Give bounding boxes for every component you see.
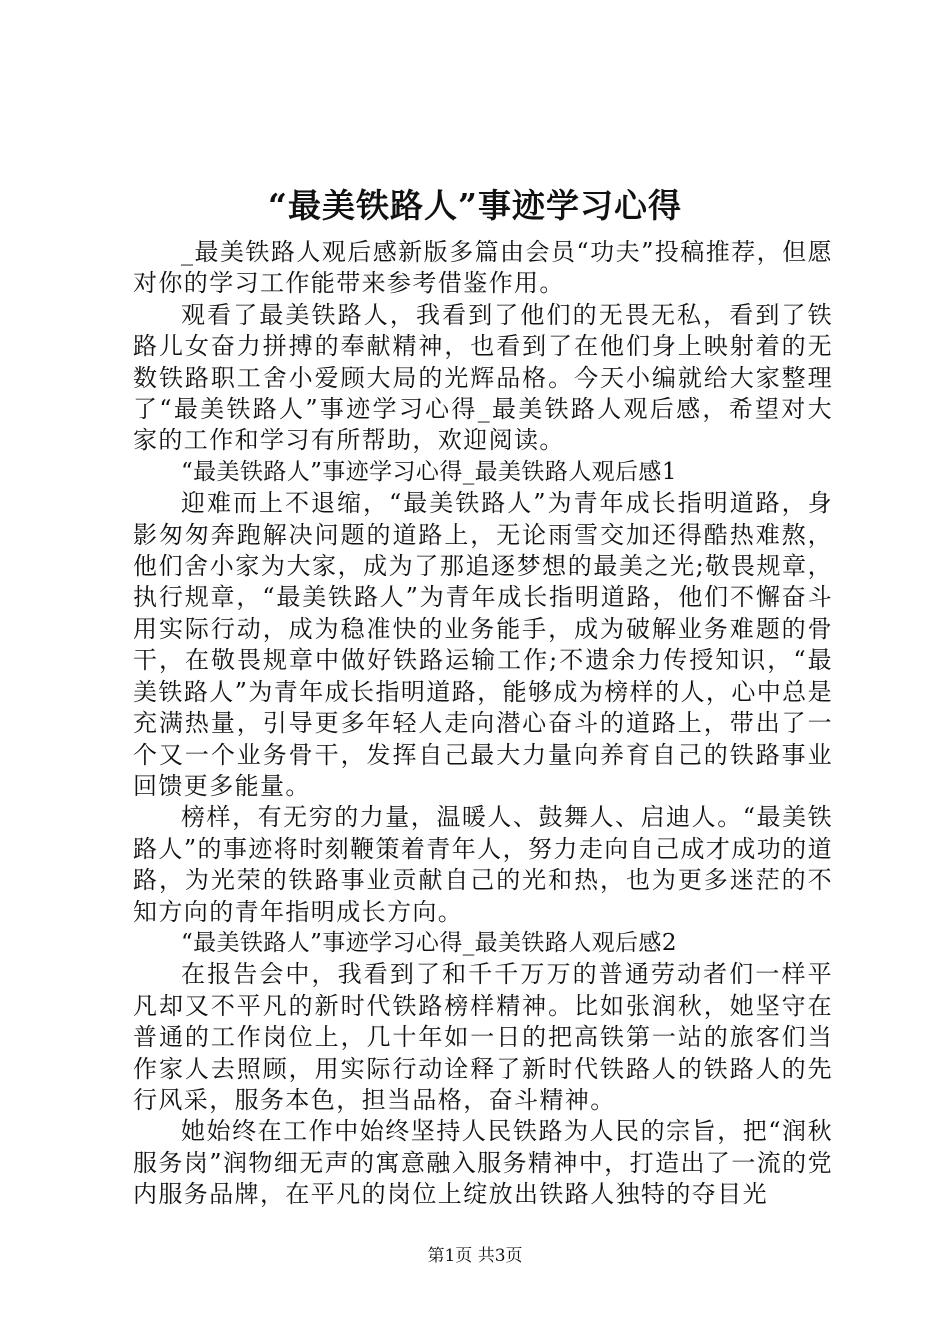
paragraph-section2-a: 在报告会中，我看到了和千千万万的普通劳动者们一样平凡却又不平凡的新时代铁路榜样精神。比如张润秋，她坚守在普通的工作岗位上，几十年如一日的把高铁第一站的旅客们当作家人去照顾，用实际行动诠释了新时代铁路人的铁路人的先行风采，服务本色，担当品格，奋斗精神。	[133, 960, 833, 1114]
section-heading-1: “最美铁路人”事迹学习心得_最美铁路人观后感1	[181, 458, 677, 485]
paragraph-section1-b: 榜样，有无穷的力量，温暖人、鼓舞人、启迪人。“最美铁路人”的事迹将时刻鞭策着青年人，努力走向自己成才成功的道路，为光荣的铁路事业贡献自己的光和热，也为更多迷茫的不知方向的青年指明成长方向。	[133, 803, 833, 926]
document-title: “最美铁路人”事迹学习心得	[268, 186, 682, 225]
document-body	[133, 237, 833, 1211]
paragraph-section1-a: 迎难而上不退缩，“最美铁路人”为青年成长指明道路，身影匆匆奔跑解决问题的道路上，无论雨雪交加还得酷热难熬，他们舍小家为大家，成为了那追逐梦想的最美之光;敬畏规章，执行规章，“最美铁路人”为青年成长指明道路，他们不懈奋斗用实际行动，成为稳准快的业务能手，成为破解业务难题的骨干，在敬畏规章中做好铁路运输工作;不遗余力传授知识，“最美铁路人”为青年成长指明道路，能够成为榜样的人，心中总是充满热量，引导更多年轻人走向潜心奋斗的道路上，带出了一个又一个业务骨干，发挥自己最大力量向养育自己的铁路事业回馈更多能量。	[133, 489, 833, 800]
paragraph-section2-b: 她始终在工作中始终坚持人民铁路为人民的宗旨，把“润秋服务岗”润物细无声的寓意融入服务精神中，打造出了一流的党内服务品牌，在平凡的岗位上绽放出铁路人独特的夺目光	[133, 1117, 833, 1209]
paragraph-summary: 观看了最美铁路人，我看到了他们的无畏无私，看到了铁路儿女奋力拼搏的奉献精神，也看到了在他们身上映射着的无数铁路职工舍小爱顾大局的光辉品格。今天小编就给大家整理了“最美铁路人”事迹学习心得_最美铁路人观后感，希望对大家的工作和学习有所帮助，欢迎阅读。	[133, 300, 833, 455]
section-heading-2: “最美铁路人”事迹学习心得_最美铁路人观后感2	[181, 929, 677, 956]
page-footer: 第1页 共3页	[427, 1246, 523, 1266]
paragraph-intro: _最美铁路人观后感新版多篇由会员“功夫”投稿推荐，但愿对你的学习工作能带来参考借鉴作用。	[133, 238, 833, 298]
